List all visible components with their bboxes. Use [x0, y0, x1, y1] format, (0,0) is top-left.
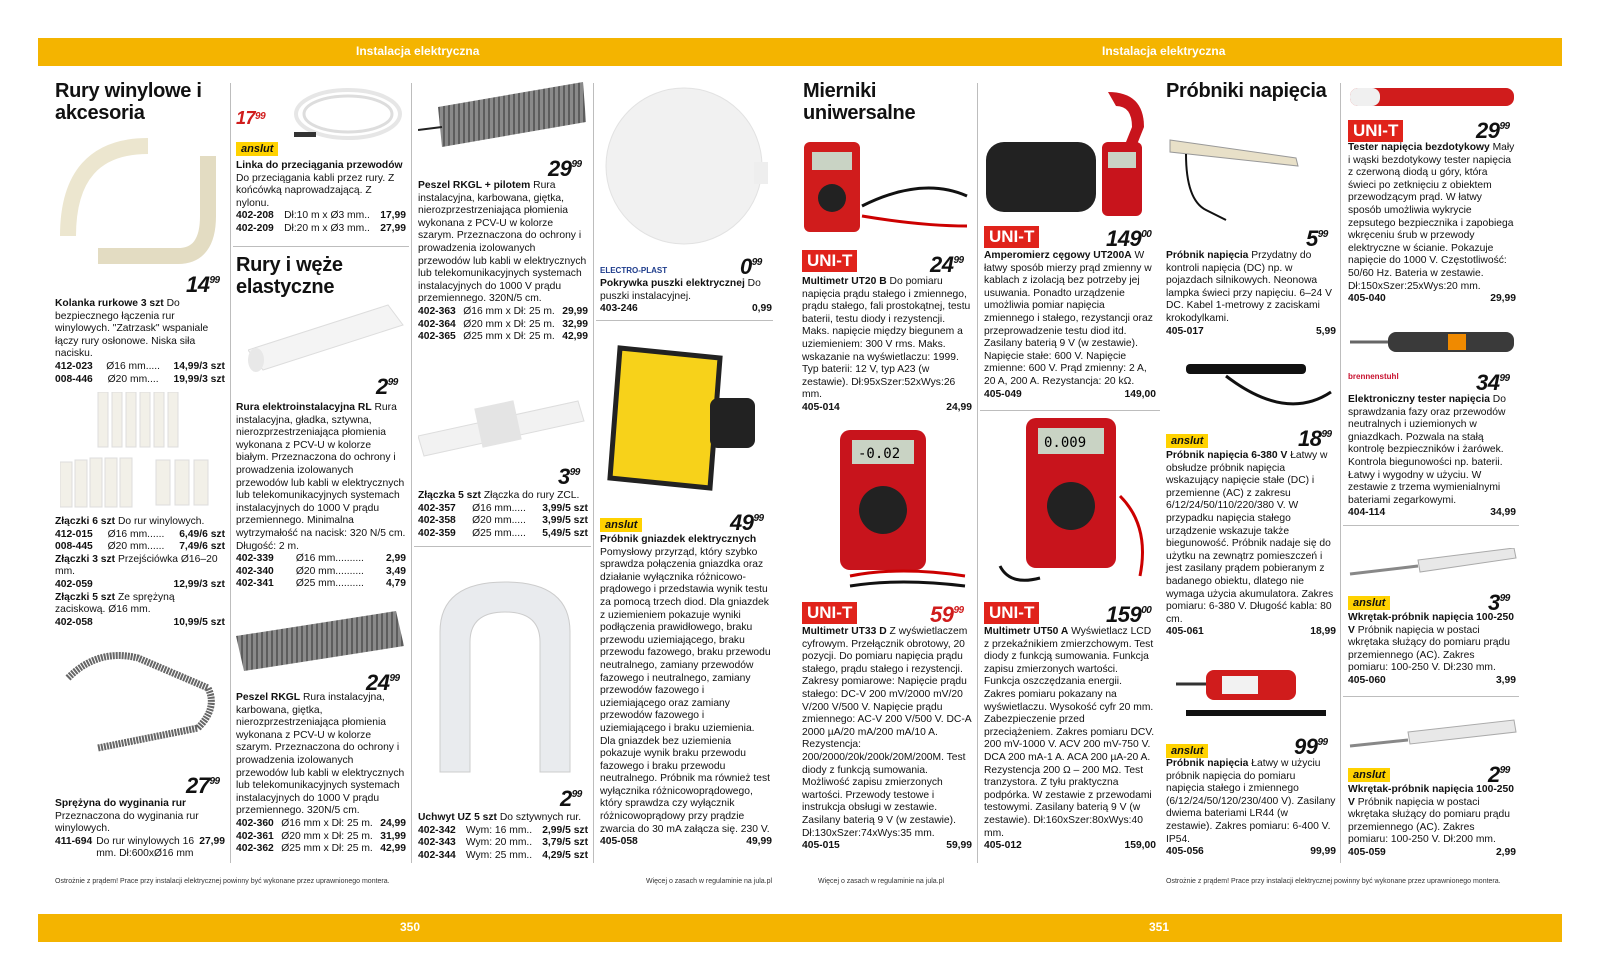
product-peszel-rkgl: Peszel RKGL Rura instalacyjna, karbowana, giętka, nierozprzestrzeniająca płomienia wykonana z PCV-U w kolorze szarym. Przeznaczona do ochrony i prowadzenia izolowanych przewodów lub kabli w elektrycznych lub telekomunikacyjnych systemach instalacyjnych do 1000 V prądu przemiennego. 320N/5 cm. 402-360 Ø16 mm x Dł: 25 m. 24,99 402-361 Ø20 mm x Dł: 25 m. 31,99 402-362 Ø25 mm x Dł: 25 m. 42,99 — [236, 692, 406, 855]
clamp-meter-image — [984, 82, 1154, 220]
price-ut20b: $24^{99}$ — [930, 252, 964, 277]
brand-unit: UNI-T — [984, 226, 1039, 248]
price-tester-elektroniczny: $34^{99}$ — [1476, 370, 1510, 395]
price-rura-rl: $2^{99}$ — [376, 374, 398, 399]
multimeter-ut50a-image — [990, 416, 1160, 592]
divider — [230, 83, 231, 863]
price-sprezyna: $27^{99}$ — [186, 773, 220, 798]
product-sprezyna: Sprężyna do wyginania rur Przeznaczona do wyginania rur winylowych. 411-694 Do rur winylowych 16 mm. Dł:600xØ16 mm 27,99 — [55, 798, 225, 860]
header-band — [38, 38, 1562, 66]
product-linka: Linka do przeciągania przewodów Do przeciągania kabli przez rury. Z końcówką naprowadzającą. Z nylonu. 402-208 Dł:10 m x Ø3 mm.. 17,99 402-209 Dł:20 m x Ø3 mm.. 27,99 — [236, 160, 406, 234]
brand-anslut: anslut — [1348, 596, 1390, 610]
product-tester-elektroniczny: Elektroniczny tester napięcia Do sprawdzania fazy oraz przewodów neutralnych i uziemionych w gniazdkach. Pozwala na stałą kontrolę bezpieczników i żarówek. Kontrola biegunowości np. baterii. Łatwy i wygodny w użyciu. W zestawie z trzema wymienialnymi bateriami zegarkowymi. 404-114 34,99 — [1348, 394, 1516, 519]
product-kolanka: Kolanka rurkowe 3 szt Do bezpiecznego łączenia rur winylowych. "Zatrzask" wspaniale łączy rury osłonowe. Niska siła nacisku. 412-023 Ø16 mm..... 14,99/3 szt 008-446 Ø20 mm.... 19,99/3 szt — [55, 298, 225, 385]
brand-anslut: anslut — [1166, 434, 1208, 448]
price-probnik-gniazdek: $49^{99}$ — [730, 510, 764, 535]
couplers-image — [60, 392, 220, 512]
brand-electroplast: ELECTRO-PLAST — [600, 266, 668, 275]
price-zlaczka5: $3^{99}$ — [558, 464, 580, 489]
section-header-left: Instalacja elektryczna — [356, 44, 480, 58]
probe-6-380-image — [1166, 352, 1336, 426]
divider — [1343, 525, 1519, 526]
footer-more-info-right: Więcej o zasach w regulaminie na jula.pl — [818, 878, 945, 885]
corrugated-pipe-image — [236, 606, 406, 676]
pipe-clip-image — [420, 572, 590, 792]
product-zlaczki: Złączki 6 szt Do rur winylowych. 412-015 Ø16 mm...... 6,49/6 szt 008-445 Ø20 mm...... 7,49/6 szt Złączki 3 szt Przejściówka Ø16–20 mm. 402-059 12,99/3 szt Złączki 5 szt Ze sprężyną zaciskową. Ø16 mm. 402-058 10,99/5 szt — [55, 516, 225, 628]
page-number-left: 350 — [400, 920, 421, 934]
section-title-rury: Rury winylowe i akcesoria — [55, 80, 202, 124]
product-ut20b: Multimetr UT20 B Do pomiaru napięcia prądu stałego i zmiennego, prądu stałego, fali prostokątnej, testu baterii, testu diody i rezystencji. Maks. napięcie między biegunem a uziemieniem: 300 V rms. Maks. wskazanie na wyświetlaczu: 1999. Typ baterii: 12 V, typ A23 (w zestawie). Dł:95xSzer:52xWys:26 mm. 405-014 24,99 — [802, 276, 972, 413]
brand-anslut: anslut — [1166, 744, 1208, 758]
coupler-pipe-image — [418, 396, 588, 466]
product-pokrywka: Pokrywka puszki elektrycznej Do puszki instalacyjnej. 403-246 0,99 — [600, 278, 772, 315]
price-tester-bezdotykowy: $29^{99}$ — [1476, 118, 1510, 143]
dc-probe-image — [1166, 130, 1336, 238]
price-ut200a: $149^{00}$ — [1106, 226, 1152, 251]
multimeter-ut20b-image — [802, 136, 972, 246]
voltage-tester-led-image — [1166, 664, 1336, 724]
divider — [593, 83, 594, 863]
fish-tape-image — [288, 84, 403, 154]
product-ut50a: Multimetr UT50 A Wyświetlacz LCD z przekaźnikiem zmierzchowym. Test diody z funkcją sumowania. Funkcja zapisu zmierzonych wartości. Funkcja oszczędzania energii. Zakres pomiaru pokazany na wyświetlaczu. Wysokość cyfr 20 mm. Zabezpieczenie przed przeciążeniem. Zakres pomiaru DCV. 200 mV-1000 V. ACV 200 mV-750 V. DCA 200 mA-1 A. ACA 200 µA-20 A. Rezystencja 200 Ω – 200 MΩ. Test tranzystora. Z tyłu praktyczna podpórka. W zestawie z przewodami testowymi. Zasilany baterią 9 V (w zestawie). Dł:160xSzer:80xWys:40 mm. 405-012 159,00 — [984, 626, 1156, 852]
brand-brennenstuhl: brennenstuhl — [1348, 372, 1399, 381]
socket-tester-image — [600, 338, 770, 498]
price-kolanka: $14^{99}$ — [186, 272, 220, 297]
divider — [411, 83, 412, 863]
ut50a-display-reading: 0.009 — [1044, 435, 1087, 451]
price-wkretak-1: $3^{99}$ — [1488, 590, 1510, 615]
price-probnik-6-380: $18^{99}$ — [1298, 426, 1332, 451]
corrugated-pipe-pilot-image — [418, 82, 588, 152]
divider — [1340, 83, 1341, 863]
divider — [980, 410, 1160, 411]
screwdriver-tester-image — [1348, 718, 1518, 752]
product-rura-rl: Rura elektroinstalacyjna RL Rura instalacyjna, gładka, sztywna, nierozprzestrzeniająca płomienia wykonana z PCV-U w kolorze białym. Przeznaczona do ochrony i prowadzenia izolowanych przewodów lub kabli w elektrycznych lub telekomunikacyjnych systemach instalacyjnych do 1000 V prądu przemiennego. Minimalna wytrzymałość na nacisk: 320 N/5 cm. Długość: 2 m. 402-339 Ø16 mm.......... 2,99 402-340 Ø20 mm.......... 3,49 402-341 Ø25 mm.......... 4,79 — [236, 402, 406, 590]
brand-anslut: anslut — [1348, 768, 1390, 782]
product-uchwyt: Uchwyt UZ 5 szt Do sztywnych rur. 402-342 Wym: 16 mm.. 2,99/5 szt 402-343 Wym: 20 mm.. 3,79/5 szt 402-344 Wym: 25 mm.. 4,29/5 szt — [418, 812, 588, 861]
price-ut33d: $59^{99}$ — [930, 602, 964, 627]
price-wkretak-2: $2^{99}$ — [1488, 762, 1510, 787]
divider — [233, 246, 409, 247]
ut33d-display-reading: -0.02 — [858, 446, 901, 462]
price-linka: $17^{99}$ — [236, 108, 266, 128]
multimeter-ut33d-image — [820, 426, 970, 592]
rigid-pipe-image — [248, 300, 408, 380]
product-peszel-pilot: Peszel RKGL + pilotem Rura instalacyjna, karbowana, giętka, nierozprzestrzeniająca płomienia wykonana z PCV-U w kolorze szarym. Przeznaczona do ochrony i prowadzenia izolowanych przewodów lub kabli w elektrycznych lub telekomunikacyjnych systemach instalacyjnych do 1000 V prądu przemiennego. 320N/5 cm. 402-363 Ø16 mm x Dł: 25 m. 29,99 402-364 Ø20 mm x Dł: 25 m. 32,99 402-365 Ø25 mm x Dł: 25 m. 42,99 — [418, 180, 588, 343]
product-probnik-99: Próbnik napięcia Łatwy w użyciu próbnik napięcia do pomiaru napięcia stałego i zmiennego (6/12/24/50/120/230/400 V). Zasilany dwiema bateriami LR44 (w zestawie). Zakres pomiaru: 6-400 V. IP54. 405-056 99,99 — [1166, 758, 1336, 858]
brand-unit: UNI-T — [802, 250, 857, 272]
product-zlaczka5: Złączka 5 szt Złączka do rury ZCL. 402-357 Ø16 mm..... 3,99/5 szt 402-358 Ø20 mm..... 3,99/5 szt 402-359 Ø25 mm..... 5,49/5 szt — [418, 490, 588, 539]
brand-unit: UNI-T — [984, 602, 1039, 624]
product-probnik-gniazdek: Próbnik gniazdek elektrycznych Pomysłowy przyrząd, który szybko sprawdza połączenia gniazdka oraz działanie wyłącznika różnicowo-prądowego i przedstawia wynik testu za pomocą trzech diod. Dla gniazdek z uziemieniem pokazuje wyniki podłączenia prawidłowego, braku przewodu uziemiającego, braku przewodu fazowego, braku przewodu neutralnego, zamiany przewodów fazowego i neutralnego, zamiany przewodów fazowego i uziemiającego oraz zamiany przewodów fazowego i uziemiającego i braku uziemienia. Dla gniazdek bez uziemienia pokazuje wynik braku przewodu fazowego i braku przewodu neutralnego. Próbnik ma również test wyłącznika różnicowoprądowego, który sprawdza czy wyłącznik różnicowoprądowy przy prądzie zwarcia do 30 mA załącza się. 230 V. 405-058 49,99 — [600, 534, 772, 848]
footer-band — [38, 914, 1562, 942]
footer-warning-left: Ostrożnie z prądem! Prace przy instalacji elektrycznej powinny być wykonane przez uprawnionego montera. — [55, 878, 390, 885]
brand-unit: UNI-T — [1348, 120, 1403, 142]
divider — [977, 83, 978, 863]
price-uchwyt: $2^{99}$ — [560, 786, 582, 811]
section-title-rury-weze: Rury i węże elastyczne — [236, 254, 343, 298]
price-peszel-rkgl: $24^{99}$ — [366, 670, 400, 695]
contactless-tester-image — [1348, 82, 1518, 112]
price-probnik-napiecia: $5^{99}$ — [1306, 226, 1328, 251]
product-wkretak-2: Wkrętak-próbnik napięcia 100-250 V Próbnik napięcia w postaci wkrętaka służący do pomiaru prądu przemiennego (AC). Zakres pomiaru: 100-250 V. Dł:200 mm. 405-059 2,99 — [1348, 784, 1516, 858]
price-peszel-pilot: $29^{99}$ — [548, 156, 582, 181]
divider — [414, 546, 591, 547]
product-tester-bezdotykowy: Tester napięcia bezdotykowy Mały i wąski bezdotykowy tester napięcia z czerwoną diodą u góry, która świeci po zetknięciu z obiektem przewodzącym prąd. W łatwy sposób umożliwia wykrycie zepsutego bezpiecznika i zapobiega wkręceniu śrub w przewody elektryczne w ścianie. Pokazuje napięcie do 1000 V. Częstotliwość: 50/60 Hz. Bateria w zestawie. Dł:150xSzer:25xWys:20 mm. 405-040 29,99 — [1348, 142, 1516, 305]
product-probnik-6-380: Próbnik napięcia 6-380 V Łatwy w obsłudze próbnik napięcia wskazujący napięcie stałe (DC) i przemienne (AC) z zakresu 6/12/24/50/110/220/380 V. W przypadku napięcia stałego urządzenie wskazuje także biegunowość. Próbnik nadaje się do użytku na zewnątrz pomieszczeń i jest zasilany prądem pobieranym z badanego obiektu, dlatego nie wymaga użycia akumulatora. Zakres pomiaru: 6-380 V. Długość kabla: 80 cm. 405-061 18,99 — [1166, 450, 1336, 638]
product-ut200a: Amperomierz cęgowy UT200A W łatwy sposób mierzy prąd zmienny w kablach z izolacją bez potrzeby jej usuwania. Ponadto urządzenie umożliwia pomiar napięcia zmiennego i stałego, rezystancji oraz przeprowadzenie testu diod itd. Zasilany baterią 9 V (w zestawie). Napięcie stałe: 600 V. Napięcie zmienne: 600 V. Prąd zmienny: 2 A, 20 A, 200 A. Rezystancja: 20 kΩ. 405-049 149,00 — [984, 250, 1156, 400]
product-probnik-napiecia: Próbnik napięcia Przydatny do kontroli napięcia (DC) np. w pojazdach silnikowych. Neonowa lampka świeci przy napięciu. 6–24 V DC. Kabel 1-metrowy z zaciskami krokodylkami. 405-017 5,99 — [1166, 250, 1336, 337]
brand-anslut: anslut — [236, 142, 278, 156]
brand-anslut: anslut — [600, 518, 642, 532]
bending-spring-image — [58, 648, 223, 758]
divider — [1343, 696, 1519, 697]
section-title-probniki: Próbniki napięcia — [1166, 80, 1327, 102]
electronic-tester-image — [1348, 326, 1518, 360]
section-title-mierniki: Mierniki uniwersalne — [803, 80, 916, 124]
footer-warning-right: Ostrożnie z prądem! Prace przy instalacji elektrycznej powinny być wykonane przez uprawnionego montera. — [1166, 878, 1501, 885]
divider — [596, 320, 773, 321]
box-cover-image — [604, 84, 774, 254]
elbow-pipe-image — [58, 126, 218, 276]
section-header-right: Instalacja elektryczna — [1102, 44, 1226, 58]
brand-unit: UNI-T — [802, 602, 857, 624]
footer-more-info-left: Więcej o zasach w regulaminie na jula.pl — [646, 878, 773, 885]
price-pokrywka: $0^{99}$ — [740, 254, 762, 279]
price-ut50a: $159^{00}$ — [1106, 602, 1152, 627]
price-probnik-99: $99^{99}$ — [1294, 734, 1328, 759]
page-number-right: 351 — [1149, 920, 1170, 934]
product-wkretak-1: Wkrętak-próbnik napięcia 100-250 V Próbnik napięcia w postaci wkrętaka służący do pomiaru prądu przemiennego (AC). Zakres pomiaru: 100-250 V. Dł:230 mm. 405-060 3,99 — [1348, 612, 1516, 686]
product-ut33d: Multimetr UT33 D Z wyświetlaczem cyfrowym. Przełącznik obrotowy, 20 pozycji. Do pomiaru napięcia prądu stałego, prądu stałego i rezystencji. Zakresy pomiarowe: Napięcie prądu stałego: DC-V 200 mV/2000 mV/20 V/200 V/500 V. Napięcie prądu zmiennego: AC-V 200 V/500 V. DC-A 2000 µA/20 mA/200 mA/10 A. Rezystencja: 200/2000/20k/200k/20M/200M. Test diody z funkcją sumowania. Możliwość zapisu zmierzonych wartości. Przewody testowe i instrukcja obsługi w zestawie. Zasilany baterią 9 V (w zestawie). Dł:130xSzer:74xWys:35 mm. 405-015 59,99 — [802, 626, 972, 852]
screwdriver-tester-image — [1348, 548, 1518, 582]
